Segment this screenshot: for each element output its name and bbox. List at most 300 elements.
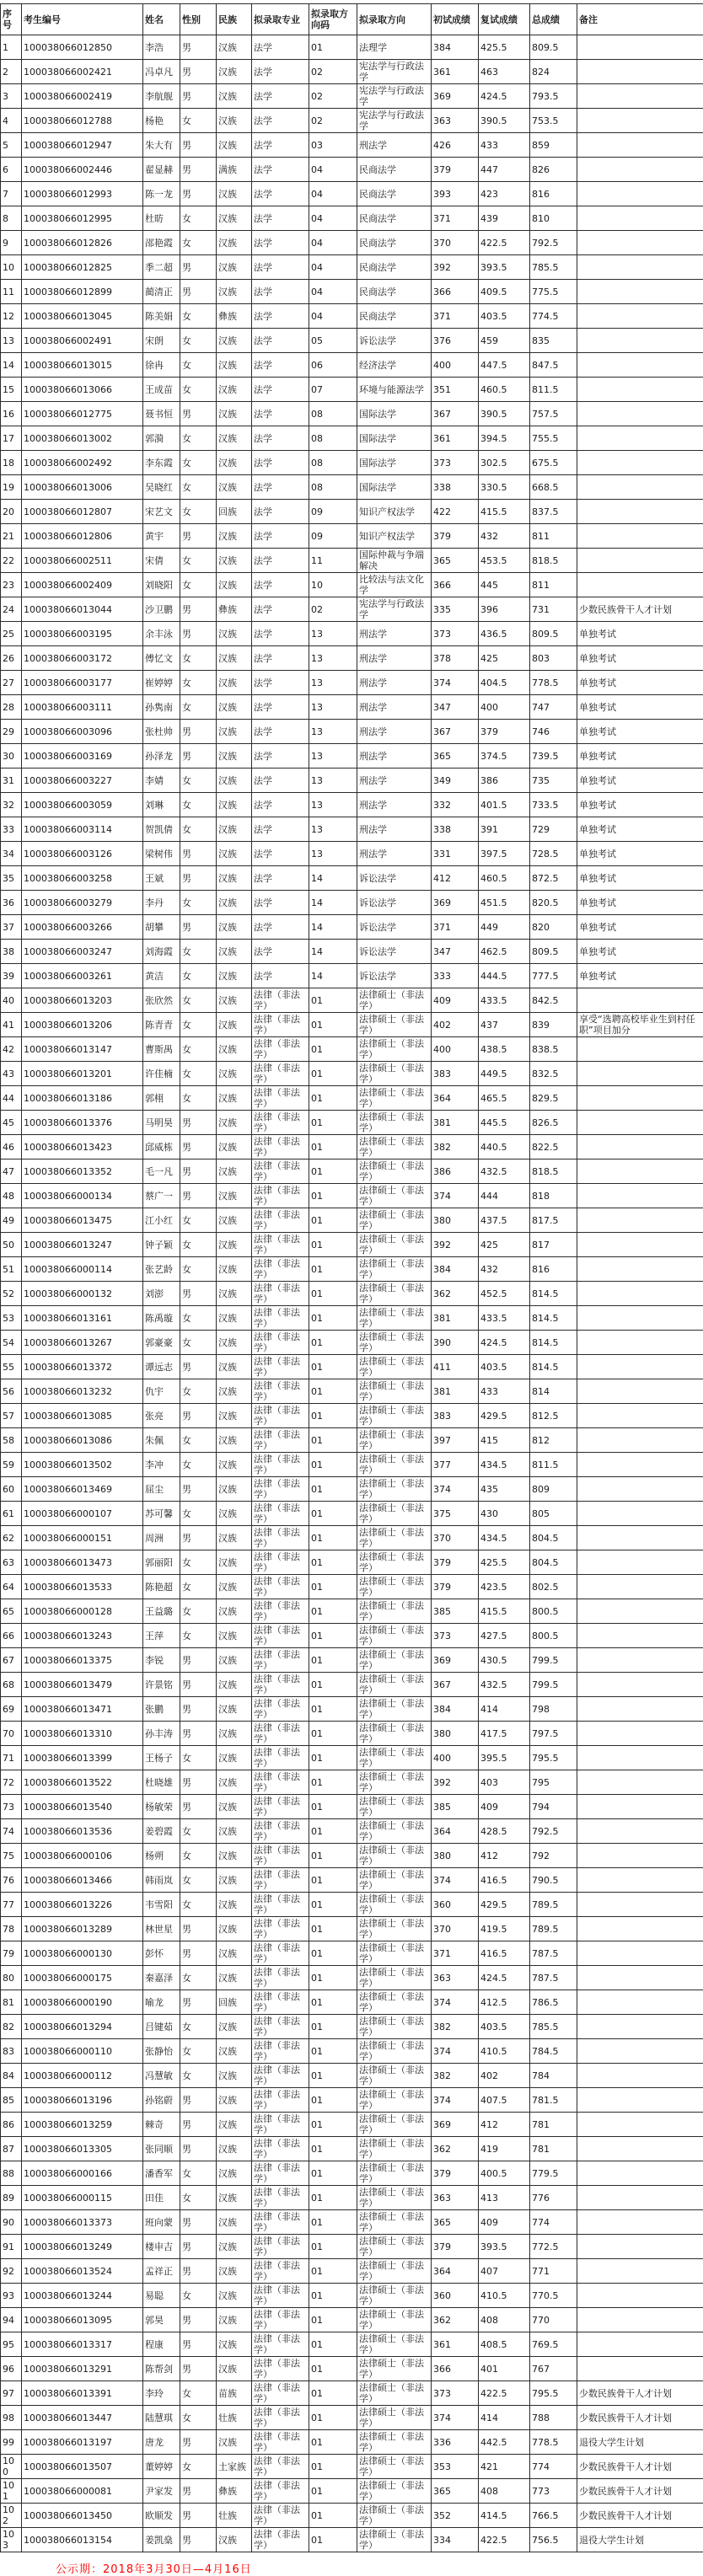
- cell-name: 陈艳超: [143, 1575, 180, 1599]
- cell-direction-code: 01: [309, 1111, 357, 1135]
- cell-ethnicity: 汉族: [217, 573, 252, 597]
- cell-major: 法律（非法学）: [252, 1257, 309, 1282]
- cell-initial-score: 371: [432, 206, 479, 231]
- header-cell: 序号: [1, 4, 22, 35]
- cell-major: 法律（非法学）: [252, 2064, 309, 2088]
- cell-direction: 法律硕士（非法学）: [357, 1502, 432, 1526]
- cell-retest-score: 408.5: [479, 2332, 530, 2357]
- cell-candidate-id: 100038066012775: [22, 402, 143, 426]
- cell-name: 杨朔: [143, 1844, 180, 1868]
- cell-name: 李丹: [143, 891, 180, 915]
- cell-ethnicity: 汉族: [217, 671, 252, 695]
- cell-direction-code: 14: [309, 866, 357, 891]
- table-row: [1, 597, 703, 622]
- table-row: [1, 1257, 703, 1282]
- cell-gender: 女: [180, 1233, 217, 1257]
- cell-gender: 女: [180, 671, 217, 695]
- cell-direction: 法律硕士（非法学）: [357, 2235, 432, 2259]
- table-row: [1, 500, 703, 524]
- cell-direction: 法律硕士（非法学）: [357, 1135, 432, 1159]
- cell-name: 田佳: [143, 2186, 180, 2210]
- cell-initial-score: 374: [432, 2088, 479, 2113]
- cell-major: 法律（非法学）: [252, 1037, 309, 1062]
- cell-retest-score: 393.5: [479, 255, 530, 280]
- cell-direction: 法律硕士（非法学）: [357, 1990, 432, 2015]
- cell-major: 法律（非法学）: [252, 1648, 309, 1673]
- cell-gender: 男: [180, 866, 217, 891]
- cell-direction-code: 01: [309, 2039, 357, 2064]
- cell-index: 21: [1, 524, 22, 549]
- table-row: [1, 2088, 703, 2113]
- cell-major: 法律（非法学）: [252, 1941, 309, 1966]
- cell-candidate-id: 100038066002511: [22, 549, 143, 573]
- cell-major: 法律（非法学）: [252, 1599, 309, 1624]
- cell-index: 87: [1, 2137, 22, 2161]
- cell-gender: 女: [180, 109, 217, 133]
- cell-total-score: 772.5: [530, 2235, 577, 2259]
- cell-initial-score: 365: [432, 744, 479, 769]
- cell-initial-score: 370: [432, 1526, 479, 1550]
- cell-gender: 女: [180, 1893, 217, 1917]
- cell-direction-code: 01: [309, 2332, 357, 2357]
- cell-name: 黄宇: [143, 524, 180, 549]
- cell-total-score: 809.5: [530, 940, 577, 964]
- cell-initial-score: 383: [432, 1404, 479, 1428]
- cell-ethnicity: 汉族: [217, 1208, 252, 1233]
- cell-total-score: 822.5: [530, 1135, 577, 1159]
- cell-index: 27: [1, 671, 22, 695]
- cell-total-score: 784: [530, 2064, 577, 2088]
- cell-initial-score: 374: [432, 2039, 479, 2064]
- cell-direction-code: 01: [309, 1819, 357, 1844]
- cell-retest-score: 403.5: [479, 304, 530, 329]
- cell-retest-score: 436.5: [479, 622, 530, 646]
- cell-direction-code: 01: [309, 1722, 357, 1746]
- cell-retest-score: 424.5: [479, 84, 530, 109]
- header-cell: 备注: [577, 4, 703, 35]
- cell-retest-score: 390.5: [479, 402, 530, 426]
- cell-ethnicity: 彝族: [217, 597, 252, 622]
- cell-retest-score: 433: [479, 1379, 530, 1404]
- cell-direction-code: 01: [309, 1893, 357, 1917]
- cell-total-score: 809: [530, 1477, 577, 1502]
- cell-direction-code: 01: [309, 1477, 357, 1502]
- cell-direction-code: 02: [309, 597, 357, 622]
- cell-direction-code: 13: [309, 646, 357, 671]
- cell-ethnicity: 汉族: [217, 1453, 252, 1477]
- cell-direction-code: 01: [309, 1966, 357, 1990]
- cell-candidate-id: 100038066013232: [22, 1379, 143, 1404]
- cell-candidate-id: 100038066013243: [22, 1624, 143, 1648]
- cell-name: 林世星: [143, 1917, 180, 1941]
- cell-direction-code: 14: [309, 940, 357, 964]
- cell-direction-code: 02: [309, 84, 357, 109]
- cell-name: 李航舰: [143, 84, 180, 109]
- cell-index: 12: [1, 304, 22, 329]
- cell-index: 29: [1, 720, 22, 744]
- cell-gender: 女: [180, 1037, 217, 1062]
- cell-gender: 女: [180, 500, 217, 524]
- cell-index: 16: [1, 402, 22, 426]
- cell-index: 6: [1, 158, 22, 182]
- cell-gender: 男: [180, 744, 217, 769]
- cell-direction: 法律硕士（非法学）: [357, 2259, 432, 2284]
- cell-candidate-id: 100038066013391: [22, 2381, 143, 2406]
- cell-candidate-id: 100038066013522: [22, 1770, 143, 1795]
- cell-remarks: [577, 35, 703, 60]
- cell-total-score: 747: [530, 695, 577, 720]
- cell-ethnicity: 汉族: [217, 695, 252, 720]
- cell-index: 47: [1, 1159, 22, 1184]
- cell-major: 法律（非法学）: [252, 1159, 309, 1184]
- cell-index: 96: [1, 2357, 22, 2381]
- cell-direction: 法律硕士（非法学）: [357, 2479, 432, 2504]
- cell-initial-score: 377: [432, 1453, 479, 1477]
- cell-remarks: [577, 2308, 703, 2332]
- cell-ethnicity: 汉族: [217, 1013, 252, 1037]
- cell-initial-score: 384: [432, 1697, 479, 1722]
- cell-index: 72: [1, 1770, 22, 1795]
- cell-major: 法学: [252, 866, 309, 891]
- table-row: [1, 84, 703, 109]
- cell-initial-score: 370: [432, 1917, 479, 1941]
- cell-name: 冯慧敏: [143, 2064, 180, 2088]
- cell-total-score: 803: [530, 646, 577, 671]
- cell-gender: 女: [180, 2039, 217, 2064]
- cell-initial-score: 374: [432, 1868, 479, 1893]
- cell-gender: 女: [180, 1624, 217, 1648]
- cell-direction-code: 14: [309, 964, 357, 988]
- cell-total-score: 777.5: [530, 964, 577, 988]
- cell-retest-score: 465.5: [479, 1086, 530, 1111]
- cell-total-score: 804.5: [530, 1550, 577, 1575]
- cell-remarks: [577, 1257, 703, 1282]
- table-row: [1, 1746, 703, 1770]
- cell-gender: 男: [180, 1770, 217, 1795]
- cell-retest-score: 425.5: [479, 1550, 530, 1575]
- table-row: [1, 622, 703, 646]
- cell-major: 法律（非法学）: [252, 2308, 309, 2332]
- cell-remarks: 单独考试: [577, 720, 703, 744]
- cell-direction: 法律硕士（非法学）: [357, 1453, 432, 1477]
- cell-direction-code: 01: [309, 2455, 357, 2479]
- cell-ethnicity: 回族: [217, 500, 252, 524]
- cell-major: 法律（非法学）: [252, 1208, 309, 1233]
- cell-retest-score: 403.5: [479, 2015, 530, 2039]
- cell-candidate-id: 100038066013533: [22, 1575, 143, 1599]
- cell-direction-code: 01: [309, 2479, 357, 2504]
- cell-total-score: 818.5: [530, 549, 577, 573]
- cell-direction-code: 04: [309, 158, 357, 182]
- cell-gender: 女: [180, 1013, 217, 1037]
- table-row: [1, 2406, 703, 2430]
- cell-retest-score: 453.5: [479, 549, 530, 573]
- cell-direction: 法律硕士（非法学）: [357, 1306, 432, 1331]
- cell-ethnicity: 汉族: [217, 2015, 252, 2039]
- cell-name: 傅忆文: [143, 646, 180, 671]
- cell-total-score: 790.5: [530, 1868, 577, 1893]
- cell-ethnicity: 土家族: [217, 2455, 252, 2479]
- cell-total-score: 802.5: [530, 1575, 577, 1599]
- cell-major: 法学: [252, 353, 309, 378]
- cell-total-score: 820.5: [530, 891, 577, 915]
- cell-major: 法律（非法学）: [252, 2357, 309, 2381]
- cell-major: 法学: [252, 671, 309, 695]
- cell-index: 36: [1, 891, 22, 915]
- cell-initial-score: 373: [432, 2381, 479, 2406]
- table-row: [1, 60, 703, 84]
- cell-ethnicity: 汉族: [217, 1404, 252, 1428]
- cell-major: 法律（非法学）: [252, 2161, 309, 2186]
- cell-candidate-id: 100038066000190: [22, 1990, 143, 2015]
- cell-direction-code: 14: [309, 915, 357, 940]
- cell-major: 法学: [252, 622, 309, 646]
- cell-total-score: 812.5: [530, 1404, 577, 1428]
- cell-ethnicity: 汉族: [217, 402, 252, 426]
- cell-initial-score: 334: [432, 2528, 479, 2552]
- cell-direction: 法律硕士（非法学）: [357, 1697, 432, 1722]
- cell-total-score: 769.5: [530, 2332, 577, 2357]
- cell-index: 60: [1, 1477, 22, 1502]
- cell-direction: 国际法学: [357, 402, 432, 426]
- cell-retest-score: 459: [479, 329, 530, 353]
- table-row: [1, 1917, 703, 1941]
- cell-candidate-id: 100038066000130: [22, 1941, 143, 1966]
- cell-candidate-id: 100038066013226: [22, 1893, 143, 1917]
- cell-direction-code: 01: [309, 2210, 357, 2235]
- cell-gender: 女: [180, 769, 217, 793]
- cell-retest-score: 440.5: [479, 1135, 530, 1159]
- cell-total-score: 795.5: [530, 2381, 577, 2406]
- cell-initial-score: 374: [432, 1184, 479, 1208]
- cell-remarks: [577, 1453, 703, 1477]
- cell-ethnicity: 汉族: [217, 1599, 252, 1624]
- cell-initial-score: 392: [432, 1770, 479, 1795]
- cell-retest-score: 401: [479, 2357, 530, 2381]
- header-cell: 考生编号: [22, 4, 143, 35]
- cell-name: 苏可馨: [143, 1502, 180, 1526]
- cell-candidate-id: 100038066013197: [22, 2430, 143, 2455]
- table-row: [1, 720, 703, 744]
- cell-retest-score: 460.5: [479, 866, 530, 891]
- cell-index: 102: [1, 2504, 22, 2528]
- cell-retest-score: 414: [479, 1697, 530, 1722]
- cell-direction: 法律硕士（非法学）: [357, 2357, 432, 2381]
- cell-ethnicity: 汉族: [217, 720, 252, 744]
- cell-retest-score: 437.5: [479, 1208, 530, 1233]
- table-row: [1, 695, 703, 720]
- cell-total-score: 817: [530, 1233, 577, 1257]
- cell-gender: 男: [180, 182, 217, 206]
- cell-remarks: [577, 1844, 703, 1868]
- cell-gender: 女: [180, 426, 217, 451]
- cell-index: 61: [1, 1502, 22, 1526]
- cell-major: 法律（非法学）: [252, 2381, 309, 2406]
- cell-major: 法学: [252, 817, 309, 842]
- table-row: [1, 1355, 703, 1379]
- header-cell: 姓名: [143, 4, 180, 35]
- cell-direction: 诉讼法学: [357, 964, 432, 988]
- cell-name: 张艺龄: [143, 1257, 180, 1282]
- cell-name: 棘奇: [143, 2113, 180, 2137]
- cell-retest-score: 415: [479, 1428, 530, 1453]
- table-row: [1, 2381, 703, 2406]
- cell-major: 法律（非法学）: [252, 2479, 309, 2504]
- cell-gender: 女: [180, 549, 217, 573]
- cell-name: 马明昊: [143, 1111, 180, 1135]
- cell-major: 法律（非法学）: [252, 1086, 309, 1111]
- cell-retest-score: 416.5: [479, 1941, 530, 1966]
- cell-direction: 诉讼法学: [357, 866, 432, 891]
- cell-direction-code: 08: [309, 451, 357, 475]
- cell-initial-score: 412: [432, 866, 479, 891]
- cell-total-score: 799.5: [530, 1648, 577, 1673]
- cell-name: 杨艳: [143, 109, 180, 133]
- cell-total-score: 838.5: [530, 1037, 577, 1062]
- cell-gender: 男: [180, 1941, 217, 1966]
- cell-index: 37: [1, 915, 22, 940]
- cell-initial-score: 362: [432, 2137, 479, 2161]
- table-row: [1, 2039, 703, 2064]
- cell-direction: 法律硕士（非法学）: [357, 1575, 432, 1599]
- cell-direction: 法律硕士（非法学）: [357, 1013, 432, 1037]
- cell-index: 95: [1, 2332, 22, 2357]
- cell-index: 65: [1, 1599, 22, 1624]
- cell-direction-code: 01: [309, 1917, 357, 1941]
- cell-direction-code: 01: [309, 1404, 357, 1428]
- cell-direction: 民商法学: [357, 255, 432, 280]
- cell-major: 法律（非法学）: [252, 1477, 309, 1502]
- cell-name: 黄洁: [143, 964, 180, 988]
- cell-index: 42: [1, 1037, 22, 1062]
- cell-direction: 环境与能源法学: [357, 378, 432, 402]
- cell-candidate-id: 100038066000175: [22, 1966, 143, 1990]
- cell-initial-score: 392: [432, 1233, 479, 1257]
- cell-total-score: 778.5: [530, 2430, 577, 2455]
- cell-initial-score: 361: [432, 60, 479, 84]
- cell-index: 9: [1, 231, 22, 255]
- cell-direction: 宪法学与行政法学: [357, 84, 432, 109]
- cell-major: 法学: [252, 597, 309, 622]
- cell-name: 陈一龙: [143, 182, 180, 206]
- cell-major: 法律（非法学）: [252, 1746, 309, 1770]
- cell-initial-score: 365: [432, 549, 479, 573]
- cell-name: 蔡广一: [143, 1184, 180, 1208]
- cell-index: 85: [1, 2088, 22, 2113]
- cell-index: 62: [1, 1526, 22, 1550]
- cell-candidate-id: 100038066012947: [22, 133, 143, 158]
- cell-retest-score: 417.5: [479, 1722, 530, 1746]
- cell-initial-score: 332: [432, 793, 479, 817]
- cell-gender: 女: [180, 940, 217, 964]
- cell-remarks: [577, 304, 703, 329]
- table-row: [1, 1550, 703, 1575]
- cell-index: 86: [1, 2113, 22, 2137]
- cell-candidate-id: 100038066013502: [22, 1453, 143, 1477]
- cell-name: 邵艳霞: [143, 231, 180, 255]
- cell-index: 63: [1, 1550, 22, 1575]
- cell-major: 法律（非法学）: [252, 1844, 309, 1868]
- cell-retest-score: 402: [479, 2064, 530, 2088]
- cell-remarks: [577, 1037, 703, 1062]
- cell-index: 55: [1, 1355, 22, 1379]
- cell-gender: 男: [180, 2210, 217, 2235]
- cell-total-score: 785.5: [530, 2015, 577, 2039]
- cell-direction-code: 01: [309, 1184, 357, 1208]
- table-row: [1, 231, 703, 255]
- cell-initial-score: 400: [432, 353, 479, 378]
- cell-name: 崔婷婷: [143, 671, 180, 695]
- cell-initial-score: 379: [432, 1575, 479, 1599]
- cell-direction: 法律硕士（非法学）: [357, 1966, 432, 1990]
- cell-name: 谭远志: [143, 1355, 180, 1379]
- table-row: [1, 2064, 703, 2088]
- cell-name: 郭漪: [143, 426, 180, 451]
- table-row: [1, 1208, 703, 1233]
- cell-direction: 法律硕士（非法学）: [357, 2210, 432, 2235]
- cell-total-score: 794: [530, 1795, 577, 1819]
- table-row: [1, 2308, 703, 2332]
- table-row: [1, 402, 703, 426]
- cell-name: 陈帮剑: [143, 2357, 180, 2381]
- table-body: [1, 35, 703, 2552]
- cell-initial-score: 349: [432, 769, 479, 793]
- cell-major: 法学: [252, 84, 309, 109]
- cell-candidate-id: 100038066013203: [22, 988, 143, 1013]
- cell-direction-code: 01: [309, 1428, 357, 1453]
- cell-total-score: 805: [530, 1502, 577, 1526]
- cell-major: 法律（非法学）: [252, 1819, 309, 1844]
- cell-remarks: 单独考试: [577, 964, 703, 988]
- cell-ethnicity: 汉族: [217, 1624, 252, 1648]
- cell-remarks: [577, 1379, 703, 1404]
- cell-initial-score: 369: [432, 2113, 479, 2137]
- table-row: [1, 206, 703, 231]
- cell-initial-score: 382: [432, 2015, 479, 2039]
- cell-ethnicity: 汉族: [217, 206, 252, 231]
- cell-candidate-id: 100038066000081: [22, 2479, 143, 2504]
- cell-index: 92: [1, 2259, 22, 2284]
- cell-candidate-id: 100038066013471: [22, 1697, 143, 1722]
- cell-initial-score: 392: [432, 255, 479, 280]
- cell-candidate-id: 100038066003258: [22, 866, 143, 891]
- cell-direction: 法律硕士（非法学）: [357, 2161, 432, 2186]
- cell-remarks: [577, 84, 703, 109]
- cell-total-score: 787.5: [530, 1966, 577, 1990]
- cell-name: 王益璐: [143, 1599, 180, 1624]
- cell-ethnicity: 汉族: [217, 842, 252, 866]
- cell-direction: 法律硕士（非法学）: [357, 1599, 432, 1624]
- cell-major: 法学: [252, 329, 309, 353]
- cell-initial-score: 369: [432, 84, 479, 109]
- cell-gender: 女: [180, 646, 217, 671]
- cell-ethnicity: 汉族: [217, 1697, 252, 1722]
- cell-direction: 民商法学: [357, 206, 432, 231]
- cell-retest-score: 404.5: [479, 671, 530, 695]
- cell-ethnicity: 汉族: [217, 2332, 252, 2357]
- cell-gender: 男: [180, 280, 217, 304]
- cell-remarks: [577, 109, 703, 133]
- cell-name: 冯卓凡: [143, 60, 180, 84]
- cell-gender: 男: [180, 2113, 217, 2137]
- cell-direction-code: 01: [309, 2259, 357, 2284]
- cell-total-score: 770.5: [530, 2284, 577, 2308]
- cell-initial-score: 360: [432, 1893, 479, 1917]
- cell-candidate-id: 100038066013002: [22, 426, 143, 451]
- table-row: [1, 891, 703, 915]
- cell-initial-score: 409: [432, 988, 479, 1013]
- cell-total-score: 767: [530, 2357, 577, 2381]
